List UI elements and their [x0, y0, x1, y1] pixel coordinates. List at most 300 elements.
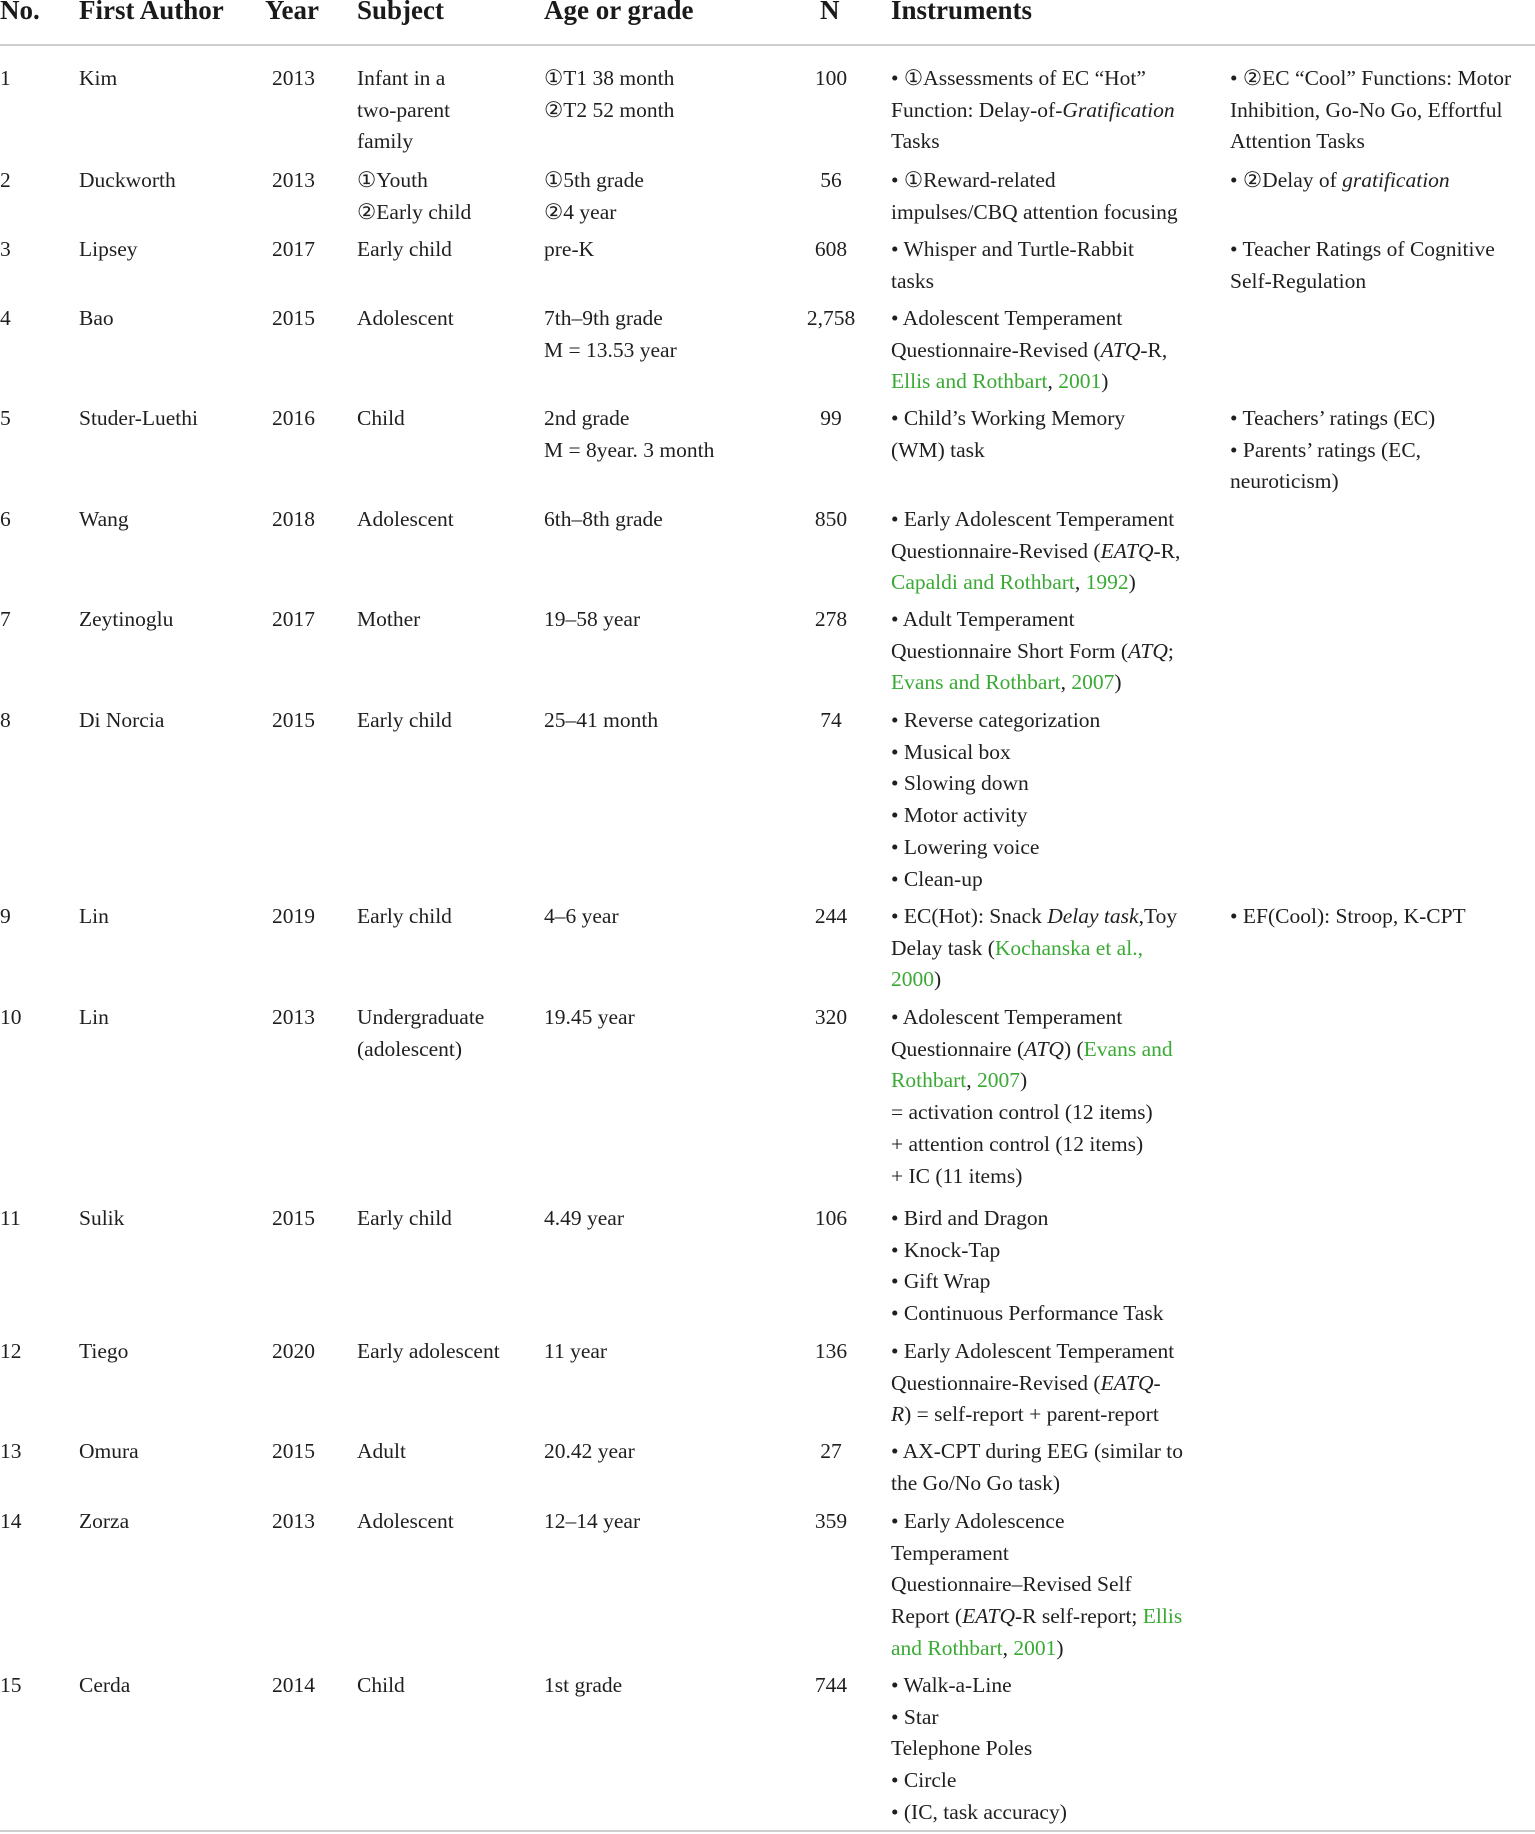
citation-link[interactable]: 2001: [1013, 1635, 1057, 1660]
instrument-line: [891, 800, 1201, 832]
instrument-line: [891, 303, 1201, 335]
cell-subject: [357, 705, 537, 737]
cell-age-or-grade: [544, 604, 804, 636]
cell-first-author: Cerda: [79, 1673, 131, 1697]
cell-subject-line: (adolescent): [357, 1036, 463, 1061]
text-run: • ②Delay of: [1230, 168, 1343, 192]
cell-first-author: Omura: [79, 1439, 139, 1463]
cell-instrument-primary: [891, 63, 1201, 158]
citation-link[interactable]: and Rothbart: [891, 1635, 1003, 1660]
cell-year: 2013: [272, 1509, 315, 1533]
cell-no: 9: [0, 904, 11, 928]
cell-age-or-grade: [544, 165, 804, 228]
cell-year: 2015: [272, 1206, 315, 1230]
instrument-line: [891, 964, 1201, 996]
cell-subject-line: Child: [357, 406, 405, 430]
cell-instrument-primary: [891, 234, 1201, 297]
instrument-line: [1230, 95, 1535, 127]
instrument-line: [1230, 165, 1535, 197]
instrument-line: [891, 1161, 1201, 1193]
instrument-line: [891, 1097, 1201, 1129]
text-run: • Lowering voice: [891, 834, 1040, 859]
text-run: ,: [1002, 1635, 1014, 1660]
cell-first-author: Duckworth: [79, 168, 176, 192]
instrument-line: [891, 1601, 1201, 1633]
text-run: ;: [1167, 638, 1174, 663]
italic-term: EATQ-: [1100, 1370, 1161, 1395]
text-run: • Reverse categorization: [891, 708, 1101, 732]
cell-n: 56: [820, 168, 842, 192]
instrument-line: [1230, 63, 1535, 95]
cell-subject-line: Early adolescent: [357, 1339, 500, 1363]
instrument-line: [891, 165, 1201, 197]
cell-n: 278: [814, 607, 848, 631]
text-run: Tasks: [891, 129, 940, 154]
instrument-line: [891, 1034, 1201, 1066]
cell-year: 2014: [272, 1673, 315, 1697]
cell-age-or-grade-line: M = 13.53 year: [544, 337, 677, 362]
citation-link[interactable]: Ellis: [1142, 1604, 1183, 1629]
cell-age-or-grade-line: 7th–9th grade: [544, 306, 663, 330]
text-run: ) = self-report + parent-report: [904, 1402, 1159, 1427]
text-run: • Early Adolescent Temperament: [891, 1339, 1175, 1363]
citation-link[interactable]: 2000: [891, 967, 934, 992]
cell-subject-line: ②Early child: [357, 199, 472, 224]
cell-age-or-grade: [544, 1002, 804, 1034]
instrument-line: [891, 1633, 1201, 1665]
text-run: • Knock-Tap: [891, 1237, 1001, 1262]
table-bottom-rule: [0, 1830, 1535, 1832]
text-run: • Teachers’ ratings (EC): [1230, 406, 1436, 430]
text-run: Questionnaire-Revised (: [891, 337, 1101, 362]
text-run: • Adult Temperament: [891, 607, 1075, 631]
instrument-line: [891, 126, 1201, 158]
text-run: • Whisper and Turtle-Rabbit: [891, 237, 1135, 261]
instrument-line: [891, 335, 1201, 367]
text-run: • Clean-up: [891, 866, 983, 891]
cell-instrument-primary: [891, 604, 1201, 699]
cell-age-or-grade-line: ①T1 38 month: [544, 66, 675, 90]
header-first-author: First Author: [79, 0, 224, 25]
instrument-line: [891, 1506, 1201, 1538]
text-run: the Go/No Go task): [891, 1470, 1060, 1495]
text-run: Questionnaire (: [891, 1036, 1025, 1061]
text-run: -R,: [1140, 337, 1168, 362]
instrument-line: [891, 63, 1201, 95]
text-run: ,: [966, 1068, 977, 1093]
cell-age-or-grade-line: ②T2 52 month: [544, 97, 675, 122]
text-run: • Gift Wrap: [891, 1269, 991, 1294]
header-rule: [0, 44, 1535, 46]
text-run: ): [934, 967, 942, 992]
cell-first-author: Lipsey: [79, 237, 138, 261]
cell-instrument-primary: [891, 1670, 1201, 1829]
instrument-line: [1230, 266, 1535, 298]
cell-age-or-grade-line: 6th–8th grade: [544, 507, 663, 531]
text-run: + IC (11 items): [891, 1163, 1023, 1188]
text-run: • Motor activity: [891, 803, 1028, 828]
cell-age-or-grade: [544, 1203, 804, 1235]
cell-instrument-secondary: [1230, 403, 1535, 498]
cell-no: 13: [0, 1439, 22, 1463]
text-run: ,: [1047, 369, 1059, 394]
text-run: Self-Regulation: [1230, 268, 1367, 293]
instrument-line: [891, 1065, 1201, 1097]
text-run: impulses/CBQ attention focusing: [891, 199, 1178, 224]
text-run: • Adolescent Temperament: [891, 1005, 1123, 1029]
instrument-line: [891, 667, 1201, 699]
italic-term: ATQ: [1024, 1036, 1064, 1061]
instrument-line: [1230, 126, 1535, 158]
cell-n: 2,758: [806, 306, 856, 330]
cell-subject-line: Adolescent: [357, 507, 454, 531]
instrument-line: [891, 1336, 1201, 1368]
cell-age-or-grade-line: ②4 year: [544, 199, 617, 224]
cell-subject-line: ①Youth: [357, 168, 428, 192]
text-run: Questionnaire-Revised (: [891, 538, 1101, 563]
cell-n: 359: [814, 1509, 848, 1533]
text-run: • ①Reward-related: [891, 168, 1056, 192]
italic-term: ATQ: [1100, 337, 1141, 362]
cell-year: 2015: [272, 306, 315, 330]
instrument-line: [1230, 234, 1535, 266]
text-run: • Child’s Working Memory: [891, 406, 1126, 430]
header-n: N: [820, 0, 840, 25]
cell-subject-line: Infant in a: [357, 66, 446, 90]
cell-year: 2018: [272, 507, 315, 531]
text-run: ) (: [1063, 1036, 1084, 1061]
header-year: Year: [265, 0, 319, 25]
italic-term: EATQ: [962, 1604, 1016, 1629]
cell-instrument-primary: [891, 165, 1201, 228]
text-run: -R,: [1153, 538, 1181, 563]
instrument-line: [891, 1797, 1201, 1829]
instrument-line: [1230, 466, 1535, 498]
cell-age-or-grade: [544, 1506, 804, 1538]
cell-no: 2: [0, 168, 11, 192]
cell-age-or-grade: [544, 234, 804, 266]
cell-subject: [357, 403, 537, 435]
cell-no: 8: [0, 708, 11, 732]
instrument-line: [891, 1538, 1201, 1570]
cell-first-author: Wang: [79, 507, 129, 531]
cell-subject-line: Adolescent: [357, 306, 454, 330]
cell-n: 744: [814, 1673, 848, 1697]
cell-n: 100: [814, 66, 848, 90]
citation-link[interactable]: Evans and: [1083, 1036, 1173, 1061]
instrument-line: [891, 864, 1201, 896]
cell-n: 850: [814, 507, 848, 531]
cell-year: 2020: [272, 1339, 315, 1363]
text-run: • Continuous Performance Task: [891, 1301, 1164, 1326]
header-no: No.: [0, 0, 40, 25]
cell-subject: [357, 604, 537, 636]
instrument-line: [891, 1733, 1201, 1765]
cell-instrument-primary: [891, 1436, 1201, 1499]
text-run: Questionnaire-Revised (: [891, 1370, 1101, 1395]
instrument-line: [891, 1368, 1201, 1400]
italic-term: ATQ: [1128, 638, 1168, 663]
text-run: • EF(Cool): Stroop, K-CPT: [1230, 904, 1466, 928]
cell-no: 6: [0, 507, 11, 531]
text-run: Inhibition, Go-No Go, Effortful: [1230, 97, 1503, 122]
cell-instrument-primary: [891, 303, 1201, 398]
cell-instrument-primary: [891, 403, 1201, 466]
text-run: ): [1056, 1635, 1064, 1660]
citation-link[interactable]: Rothbart: [891, 1068, 967, 1093]
text-run: ): [1101, 369, 1109, 394]
cell-age-or-grade-line: ①5th grade: [544, 168, 644, 192]
text-run: tasks: [891, 268, 934, 293]
header-age-or-grade: Age or grade: [544, 0, 694, 25]
text-run: Temperament: [891, 1540, 1009, 1565]
instrument-line: [1230, 901, 1535, 933]
cell-no: 14: [0, 1509, 22, 1533]
text-run: • Star: [891, 1704, 939, 1729]
text-run: Delay task (: [891, 935, 995, 960]
italic-term: gratification: [1342, 168, 1450, 192]
cell-year: 2013: [272, 168, 315, 192]
cell-age-or-grade: [544, 1336, 804, 1368]
instrument-line: [891, 1002, 1201, 1034]
cell-age-or-grade: [544, 403, 804, 466]
cell-subject: [357, 1436, 537, 1468]
text-run: neuroticism): [1230, 469, 1339, 494]
cell-instrument-secondary: [1230, 901, 1535, 933]
cell-no: 10: [0, 1005, 22, 1029]
cell-n: 106: [814, 1206, 848, 1230]
citation-link[interactable]: Capaldi and Rothbart: [891, 570, 1075, 595]
text-run: • AX-CPT during EEG (similar to: [891, 1439, 1183, 1463]
cell-subject-line: Mother: [357, 607, 421, 631]
text-run: Report (: [891, 1604, 963, 1629]
instrument-line: [891, 1468, 1201, 1500]
cell-year: 2016: [272, 406, 315, 430]
cell-first-author: Di Norcia: [79, 708, 165, 732]
cell-no: 15: [0, 1673, 22, 1697]
instrument-line: [891, 933, 1201, 965]
cell-age-or-grade: [544, 63, 804, 126]
instrument-line: [891, 266, 1201, 298]
text-run: Questionnaire–Revised Self: [891, 1572, 1132, 1597]
instrument-line: [891, 901, 1201, 933]
cell-subject-line: Adult: [357, 1439, 406, 1463]
text-run: • Walk-a-Line: [891, 1673, 1012, 1697]
cell-no: 12: [0, 1339, 22, 1363]
cell-subject-line: Undergraduate: [357, 1005, 485, 1029]
cell-first-author: Bao: [79, 306, 114, 330]
italic-term: EATQ: [1100, 538, 1154, 563]
cell-age-or-grade-line: 11 year: [544, 1339, 608, 1363]
citation-link[interactable]: Evans and Rothbart: [891, 670, 1061, 695]
instrument-line: [891, 1298, 1201, 1330]
text-run: ,: [1074, 570, 1086, 595]
cell-age-or-grade-line: 1st grade: [544, 1673, 623, 1697]
header-instruments: Instruments: [891, 0, 1033, 25]
text-run: • Musical box: [891, 739, 1011, 764]
cell-first-author: Zeytinoglu: [79, 607, 174, 631]
italic-term: Gratification: [1062, 97, 1175, 122]
cell-age-or-grade-line: 25–41 month: [544, 708, 659, 732]
cell-first-author: Kim: [79, 66, 118, 90]
cell-year: 2015: [272, 708, 315, 732]
cell-instrument-primary: [891, 705, 1201, 895]
text-run: • Parents’ ratings (EC,: [1230, 437, 1422, 462]
instrument-line: [891, 536, 1201, 568]
cell-subject: [357, 1336, 537, 1368]
instrument-line: [891, 1203, 1201, 1235]
cell-n: 136: [814, 1339, 848, 1363]
instrument-line: [891, 1399, 1201, 1431]
instrument-line: [891, 1436, 1201, 1468]
cell-subject-line: Adolescent: [357, 1509, 454, 1533]
text-run: Attention Tasks: [1230, 129, 1365, 154]
instrument-line: [891, 737, 1201, 769]
instrument-line: [891, 705, 1201, 737]
text-run: • (IC, task accuracy): [891, 1799, 1067, 1824]
cell-age-or-grade-line: 19–58 year: [544, 607, 641, 631]
cell-subject: [357, 165, 537, 228]
cell-subject: [357, 1002, 537, 1065]
instrument-line: [891, 1129, 1201, 1161]
instrument-line: [891, 1266, 1201, 1298]
cell-instrument-primary: [891, 1506, 1201, 1665]
cell-instrument-primary: [891, 504, 1201, 599]
cell-subject-line: two-parent: [357, 97, 451, 122]
cell-first-author: Sulik: [79, 1206, 125, 1230]
cell-first-author: Tiego: [79, 1339, 129, 1363]
cell-first-author: Lin: [79, 904, 109, 928]
text-run: -R self-report;: [1015, 1604, 1143, 1629]
cell-first-author: Zorza: [79, 1509, 130, 1533]
cell-year: 2017: [272, 607, 315, 631]
cell-no: 11: [0, 1206, 21, 1230]
cell-n: 320: [814, 1005, 848, 1029]
cell-no: 1: [0, 66, 11, 90]
citation-link[interactable]: 2001: [1058, 369, 1102, 394]
cell-age-or-grade-line: 4.49 year: [544, 1206, 624, 1230]
citation-link[interactable]: 2007: [977, 1068, 1020, 1093]
text-run: ): [1128, 570, 1136, 595]
cell-age-or-grade-line: 4–6 year: [544, 904, 619, 928]
cell-age-or-grade-line: M = 8year. 3 month: [544, 437, 715, 462]
cell-age-or-grade-line: pre-K: [544, 237, 595, 261]
instrument-line: [891, 1569, 1201, 1601]
cell-age-or-grade-line: 19.45 year: [544, 1005, 635, 1029]
text-run: • Circle: [891, 1768, 957, 1793]
text-run: • Early Adolescent Temperament: [891, 507, 1175, 531]
cell-year: 2015: [272, 1439, 315, 1463]
italic-term: R: [891, 1402, 905, 1427]
cell-subject-line: Early child: [357, 237, 452, 261]
cell-instrument-primary: [891, 1203, 1201, 1330]
cell-instrument-primary: [891, 1336, 1201, 1431]
text-run: Questionnaire Short Form (: [891, 638, 1129, 663]
cell-first-author: Lin: [79, 1005, 109, 1029]
text-run: • Slowing down: [891, 771, 1029, 796]
cell-subject-line: Early child: [357, 904, 452, 928]
instrument-line: [891, 832, 1201, 864]
cell-age-or-grade: [544, 504, 804, 536]
italic-term: Delay task: [1047, 904, 1139, 928]
instrument-line: [891, 768, 1201, 800]
citation-link[interactable]: Ellis and Rothbart: [891, 369, 1048, 394]
instrument-line: [891, 1235, 1201, 1267]
cell-no: 5: [0, 406, 11, 430]
instrument-line: [891, 1702, 1201, 1734]
instrument-line: [891, 636, 1201, 668]
cell-year: 2013: [272, 1005, 315, 1029]
cell-instrument-primary: [891, 901, 1201, 996]
text-run: Function: Delay-of-: [891, 97, 1063, 122]
cell-subject: [357, 1670, 537, 1702]
instrument-line: [891, 1670, 1201, 1702]
text-run: Telephone Poles: [891, 1736, 1033, 1761]
text-run: • Bird and Dragon: [891, 1206, 1049, 1230]
cell-no: 7: [0, 607, 11, 631]
cell-first-author: Studer-Luethi: [79, 406, 198, 430]
text-run: ): [1114, 670, 1122, 695]
instrument-line: [1230, 403, 1535, 435]
text-run: ,: [1060, 670, 1072, 695]
text-run: • Teacher Ratings of Cognitive: [1230, 237, 1495, 261]
instrument-line: [891, 504, 1201, 536]
cell-subject-line: Child: [357, 1673, 405, 1697]
cell-n: 27: [820, 1439, 842, 1463]
citation-link[interactable]: 2007: [1071, 670, 1115, 695]
header-subject: Subject: [357, 0, 444, 25]
cell-subject: [357, 1506, 537, 1538]
text-run: (WM) task: [891, 437, 985, 462]
cell-subject-line: Early child: [357, 1206, 452, 1230]
cell-instrument-secondary: [1230, 234, 1535, 297]
instrument-line: [1230, 435, 1535, 467]
cell-subject: [357, 303, 537, 335]
cell-age-or-grade: [544, 1436, 804, 1468]
text-run: • ②EC “Cool” Functions: Motor: [1230, 66, 1512, 90]
cell-age-or-grade: [544, 303, 804, 366]
text-run: + attention control (12 items): [891, 1131, 1144, 1156]
cell-age-or-grade: [544, 705, 804, 737]
text-run: • ①Assessments of EC “Hot”: [891, 66, 1146, 90]
cell-instrument-secondary: [1230, 165, 1535, 197]
cell-n: 99: [820, 406, 842, 430]
cell-instrument-primary: [891, 1002, 1201, 1192]
cell-subject: [357, 234, 537, 266]
text-run: = activation control (12 items): [891, 1100, 1153, 1125]
cell-no: 3: [0, 237, 11, 261]
instrument-line: [891, 1765, 1201, 1797]
text-run: ,Toy: [1138, 904, 1178, 928]
cell-subject: [357, 63, 537, 158]
cell-age-or-grade-line: 2nd grade: [544, 406, 630, 430]
text-run: • Adolescent Temperament: [891, 306, 1123, 330]
cell-subject: [357, 901, 537, 933]
instrument-line: [891, 435, 1201, 467]
citation-link[interactable]: 1992: [1085, 570, 1129, 595]
text-run: • Early Adolescence: [891, 1509, 1065, 1533]
cell-age-or-grade: [544, 1670, 804, 1702]
cell-age-or-grade-line: 20.42 year: [544, 1439, 635, 1463]
instrument-line: [891, 197, 1201, 229]
cell-subject-line: Early child: [357, 708, 452, 732]
instrument-line: [891, 234, 1201, 266]
cell-age-or-grade-line: 12–14 year: [544, 1509, 641, 1533]
citation-link[interactable]: Kochanska et al.,: [994, 935, 1143, 960]
cell-subject: [357, 504, 537, 536]
instrument-line: [891, 95, 1201, 127]
cell-age-or-grade: [544, 901, 804, 933]
